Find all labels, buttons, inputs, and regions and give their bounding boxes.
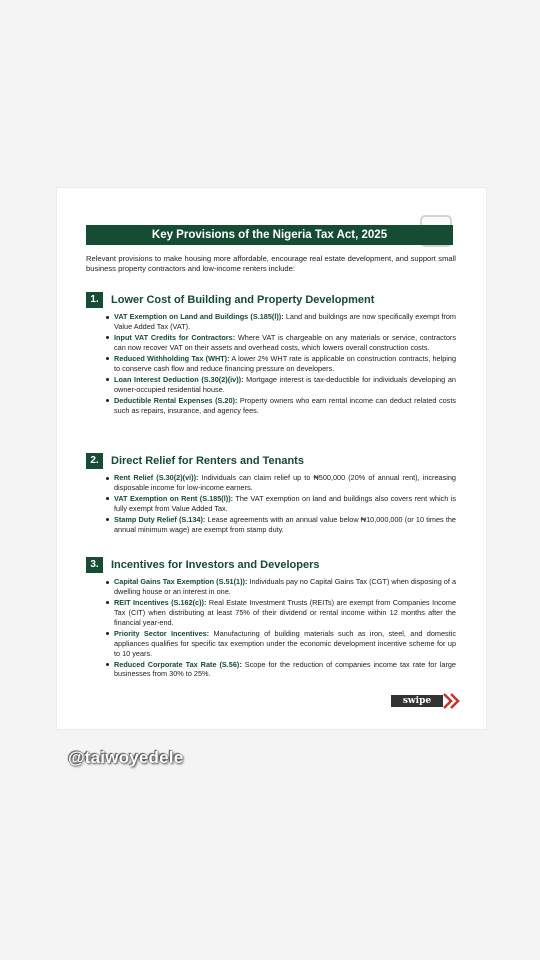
section-2-list — [114, 473, 456, 536]
item-text: The VAT exemption on land and buildings also covers rent which is fully exempt from Value Added Tax. — [114, 493, 457, 513]
item-text: Manufacturing of building materials such as iron, steel, and domestic appliances qualifies for specific tax exemption under the economic development incentive scheme for up to 10 years. — [114, 628, 457, 658]
item-label: Priority Sector Incentives: — [114, 628, 210, 638]
item-label: Reduced Corporate Tax Rate (S.56): — [114, 659, 242, 669]
item-label: VAT Exemption on Rent (S.185(l)): — [114, 493, 234, 503]
item-text: Property owners who earn rental income can deduct related costs such as repairs, insurance, and agency fees. — [114, 395, 456, 415]
document-card — [57, 188, 486, 729]
item-text: Scope for the reduction of companies income tax rate for large businesses from 30% to 25%. — [114, 659, 456, 679]
item-text: Land and buildings are now specifically exempt from Value Added Tax (VAT). — [114, 312, 456, 331]
item-text: Individuals pay no Capital Gains Tax (CGT) when disposing of a dwelling house or an interest in one. — [114, 577, 457, 596]
section-heading-3 — [86, 557, 466, 573]
item-text: Mortgage interest is tax-deductible for individuals developing an owner-occupied residential house. — [114, 374, 456, 394]
list-item — [114, 598, 456, 628]
section-title: Lower Cost of Building and Property Development — [111, 294, 375, 306]
section-heading-1 — [86, 292, 466, 308]
item-label: VAT Exemption on Land and Buildings (S.185(l)): — [114, 312, 284, 321]
list-item — [114, 312, 456, 332]
list-item — [114, 333, 456, 353]
item-label: Loan Interest Deduction (S.30(2)(iv)): — [114, 374, 244, 384]
double-chevron-right-icon — [442, 693, 460, 709]
item-text: Individuals can claim relief up to ₦500,000 (20% of annual rent), increasing disposable income for low-income earners. — [114, 473, 456, 492]
document-title: Key Provisions of the Nigeria Tax Act, 2025 — [86, 225, 453, 245]
section-number: 3. — [86, 557, 103, 573]
watermark-handle: @taiwoyedele — [68, 748, 184, 767]
section-heading-2 — [86, 453, 466, 469]
item-label: Input VAT Credits for Contractors: — [114, 332, 236, 342]
list-item — [114, 473, 456, 493]
item-label: Reduced Withholding Tax (WHT): — [114, 353, 230, 363]
list-item — [114, 396, 456, 416]
list-item — [114, 629, 456, 659]
swipe-indicator[interactable]: swipe — [391, 695, 443, 707]
item-label: Rent Relief (S.30(2)(vi)): — [114, 473, 199, 482]
item-text: Lease agreements with an annual value below ₦10,000,000 (or 10 times the annual minimum wage) are exempt from stamp duty. — [114, 514, 456, 534]
list-item — [114, 515, 456, 535]
list-item — [114, 494, 456, 514]
item-label: Stamp Duty Relief (S.134): — [114, 514, 206, 524]
item-label: Deductible Rental Expenses (S.20): — [114, 395, 238, 405]
list-item — [114, 375, 456, 395]
section-1-list — [114, 312, 456, 417]
list-item — [114, 660, 456, 680]
section-number: 2. — [86, 453, 103, 469]
intro-paragraph: Relevant provisions to make housing more affordable, encourage real estate development, and support small business property contractors and low-income renters include: — [86, 254, 456, 273]
section-3-list — [114, 577, 456, 680]
item-label: REIT Incentives (S.162(c)): — [114, 597, 207, 607]
item-text: Where VAT is chargeable on any materials or service, contractors can now recover VAT on their assets and overhead costs, which lowers overall construction costs. — [114, 332, 456, 352]
item-text: A lower 2% WHT rate is applicable on construction contracts, helping to conserve cash flow and reduce financing pressure on developers. — [114, 353, 456, 373]
section-number: 1. — [86, 292, 103, 308]
section-title: Direct Relief for Renters and Tenants — [111, 455, 304, 467]
list-item — [114, 354, 456, 374]
section-title: Incentives for Investors and Developers — [111, 559, 320, 571]
item-text: Real Estate Investment Trusts (REITs) are exempt from Companies Income Tax (CIT) when distributing at least 75% of their dividend or rental income within 12 months after the financial year-end. — [114, 597, 456, 627]
item-label: Capital Gains Tax Exemption (S.51(1)): — [114, 577, 248, 586]
list-item — [114, 577, 456, 597]
